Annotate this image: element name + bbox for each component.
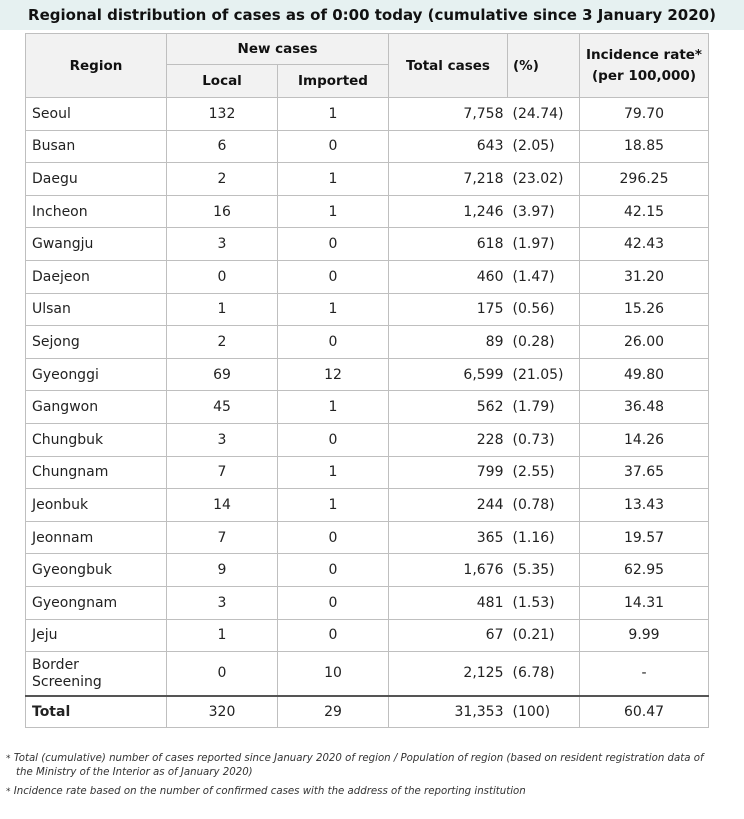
imported-cell: 0 [278, 521, 389, 554]
total-cell: 643 [389, 130, 508, 163]
total-cell: 618 [389, 228, 508, 261]
header-total-cases: Total cases [389, 34, 508, 98]
region-cell: Chungnam [26, 456, 167, 489]
imported-cell: 1 [278, 163, 389, 196]
region-cell: Ulsan [26, 293, 167, 326]
percent-cell: (1.53) [508, 586, 580, 619]
table-row [26, 260, 709, 293]
region-cell: Seoul [26, 98, 167, 131]
imported-cell: 29 [278, 696, 389, 728]
percent-cell: (1.79) [508, 391, 580, 424]
total-cell: 799 [389, 456, 508, 489]
header-incidence-rate [580, 34, 709, 98]
table-row [26, 391, 709, 424]
total-cell: 7,758 [389, 98, 508, 131]
rate-cell: 62.95 [580, 554, 709, 587]
table-row [26, 619, 709, 652]
total-cell: 6,599 [389, 358, 508, 391]
local-cell: 6 [167, 130, 278, 163]
percent-cell: (6.78) [508, 652, 580, 697]
header-local: Local [167, 65, 278, 98]
footnote-2-text: Incidence rate based on the number of confirmed cases with the address of the reporting institution [13, 786, 526, 797]
local-cell: 45 [167, 391, 278, 424]
imported-cell: 0 [278, 554, 389, 587]
total-cell: 31,353 [389, 696, 508, 728]
table-row [26, 554, 709, 587]
total-cell: 481 [389, 586, 508, 619]
footnote-1-line1: Total (cumulative) number of cases reported since January 2020 of region / Population of region (based on resident registration data of [13, 753, 704, 764]
header-incidence-line1: Incidence rate* [586, 46, 702, 63]
local-cell: 3 [167, 586, 278, 619]
rate-cell: 15.26 [580, 293, 709, 326]
table-row [26, 228, 709, 261]
header-region: Region [26, 34, 167, 98]
region-cell: Gyeongbuk [26, 554, 167, 587]
table-row [26, 326, 709, 359]
local-cell: 3 [167, 423, 278, 456]
percent-cell: (0.21) [508, 619, 580, 652]
table-row [26, 163, 709, 196]
total-cell: 67 [389, 619, 508, 652]
footnote-1-line2: the Ministry of the Interior as of January 2020) [16, 767, 253, 778]
total-cell: 244 [389, 489, 508, 522]
percent-cell: (5.35) [508, 554, 580, 587]
imported-cell: 0 [278, 130, 389, 163]
region-cell: Jeonnam [26, 521, 167, 554]
rate-cell: 14.31 [580, 586, 709, 619]
imported-cell: 1 [278, 293, 389, 326]
region-cell [26, 652, 167, 697]
percent-cell: (0.56) [508, 293, 580, 326]
table-row [26, 358, 709, 391]
imported-cell: 0 [278, 586, 389, 619]
rate-cell: 18.85 [580, 130, 709, 163]
region-cell: Busan [26, 130, 167, 163]
table-row [26, 521, 709, 554]
footnote-2-mark: * [6, 787, 11, 797]
percent-cell: (1.97) [508, 228, 580, 261]
local-cell: 1 [167, 293, 278, 326]
local-cell: 16 [167, 195, 278, 228]
imported-cell: 1 [278, 391, 389, 424]
table-row [26, 98, 709, 131]
percent-cell: (0.28) [508, 326, 580, 359]
table-row-total [26, 696, 709, 728]
imported-cell: 0 [278, 619, 389, 652]
percent-cell: (21.05) [508, 358, 580, 391]
total-cell: 175 [389, 293, 508, 326]
percent-cell: (23.02) [508, 163, 580, 196]
table-row [26, 130, 709, 163]
rate-cell: 296.25 [580, 163, 709, 196]
rate-cell: 36.48 [580, 391, 709, 424]
rate-cell: 37.65 [580, 456, 709, 489]
table-row [26, 423, 709, 456]
rate-cell: 42.15 [580, 195, 709, 228]
total-cell: 228 [389, 423, 508, 456]
table-row [26, 293, 709, 326]
imported-cell: 1 [278, 98, 389, 131]
local-cell: 320 [167, 696, 278, 728]
region-cell: Gwangju [26, 228, 167, 261]
local-cell: 0 [167, 260, 278, 293]
region-cell: Incheon [26, 195, 167, 228]
rate-cell: 49.80 [580, 358, 709, 391]
imported-cell: 0 [278, 326, 389, 359]
imported-cell: 1 [278, 195, 389, 228]
percent-cell: (0.73) [508, 423, 580, 456]
total-cell: 1,246 [389, 195, 508, 228]
rate-cell: - [580, 652, 709, 697]
table-row [26, 489, 709, 522]
table-row [26, 456, 709, 489]
rate-cell: 31.20 [580, 260, 709, 293]
region-cell: Jeju [26, 619, 167, 652]
total-cell: 7,218 [389, 163, 508, 196]
total-cell: 460 [389, 260, 508, 293]
local-cell: 132 [167, 98, 278, 131]
region-cell: Chungbuk [26, 423, 167, 456]
percent-cell: (2.05) [508, 130, 580, 163]
rate-cell: 14.26 [580, 423, 709, 456]
total-cell: 1,676 [389, 554, 508, 587]
percent-cell: (1.16) [508, 521, 580, 554]
total-cell: 89 [389, 326, 508, 359]
region-line1: Border [32, 656, 79, 673]
rate-cell: 79.70 [580, 98, 709, 131]
region-cell: Daejeon [26, 260, 167, 293]
percent-cell: (0.78) [508, 489, 580, 522]
local-cell: 7 [167, 456, 278, 489]
table-row [26, 195, 709, 228]
local-cell: 7 [167, 521, 278, 554]
table-title: Regional distribution of cases as of 0:00 today (cumulative since 3 January 2020) [0, 0, 744, 30]
rate-cell: 26.00 [580, 326, 709, 359]
imported-cell: 10 [278, 652, 389, 697]
percent-cell: (100) [508, 696, 580, 728]
region-cell: Sejong [26, 326, 167, 359]
region-cell: Jeonbuk [26, 489, 167, 522]
local-cell: 14 [167, 489, 278, 522]
imported-cell: 1 [278, 456, 389, 489]
region-cell: Daegu [26, 163, 167, 196]
header-percent: (%) [508, 34, 580, 98]
percent-cell: (24.74) [508, 98, 580, 131]
region-cell: Gangwon [26, 391, 167, 424]
header-new-cases: New cases [167, 34, 389, 65]
region-cell: Gyeonggi [26, 358, 167, 391]
local-cell: 0 [167, 652, 278, 697]
footnote-1-mark: * [6, 754, 11, 764]
footnote-1 [6, 752, 704, 779]
local-cell: 69 [167, 358, 278, 391]
header-imported: Imported [278, 65, 389, 98]
table-row-border-screening [26, 652, 709, 697]
local-cell: 3 [167, 228, 278, 261]
imported-cell: 12 [278, 358, 389, 391]
total-label-cell: Total [26, 696, 167, 728]
local-cell: 1 [167, 619, 278, 652]
header-incidence-line2: (per 100,000) [591, 67, 696, 84]
table-body [26, 98, 709, 728]
percent-cell: (2.55) [508, 456, 580, 489]
footnote-2 [6, 785, 526, 799]
imported-cell: 0 [278, 260, 389, 293]
total-cell: 365 [389, 521, 508, 554]
imported-cell: 1 [278, 489, 389, 522]
rate-cell: 60.47 [580, 696, 709, 728]
total-cell: 562 [389, 391, 508, 424]
imported-cell: 0 [278, 423, 389, 456]
percent-cell: (1.47) [508, 260, 580, 293]
imported-cell: 0 [278, 228, 389, 261]
rate-cell: 13.43 [580, 489, 709, 522]
percent-cell: (3.97) [508, 195, 580, 228]
total-cell: 2,125 [389, 652, 508, 697]
rate-cell: 19.57 [580, 521, 709, 554]
region-cell: Gyeongnam [26, 586, 167, 619]
local-cell: 9 [167, 554, 278, 587]
rate-cell: 9.99 [580, 619, 709, 652]
region-line2: Screening [32, 673, 102, 690]
rate-cell: 42.43 [580, 228, 709, 261]
regional-cases-table [25, 33, 709, 728]
local-cell: 2 [167, 326, 278, 359]
table-row [26, 586, 709, 619]
local-cell: 2 [167, 163, 278, 196]
